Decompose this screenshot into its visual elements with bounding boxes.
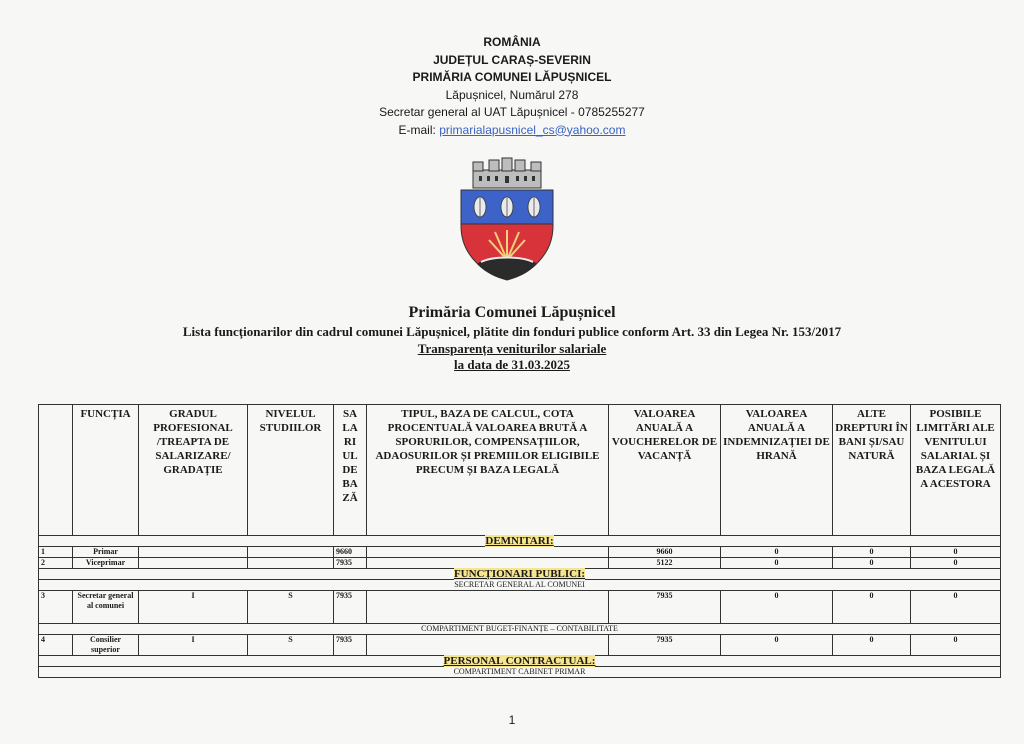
address: Lăpușnicel, Numărul 278 (445, 87, 579, 102)
cell-functia: Consilier superior (73, 635, 139, 656)
cell-functia: Viceprimar (73, 558, 139, 569)
section-demnitari: DEMNITARI: (485, 535, 554, 547)
cell-studii: S (248, 591, 334, 624)
town-hall-name: PRIMĂRIA COMUNEI LĂPUȘNICEL (412, 70, 612, 84)
cell-hrana: 0 (721, 591, 833, 624)
list-title: Lista funcționarilor din cadrul comunei Lăpușnicel, plătite din fonduri publice conform Art. 33 din Legea Nr. 153/2017 (182, 324, 842, 339)
cell-voucher: 7935 (609, 635, 721, 656)
institution-title: Primăria Comunei Lăpușnicel (408, 304, 616, 321)
col-voucher: VALOAREA ANUALĂ A VOUCHERELOR DE VACANȚĂ (609, 405, 721, 536)
county-name: JUDEȚUL CARAȘ-SEVERIN (433, 52, 591, 67)
cell-grad: I (139, 591, 248, 624)
salary-table (38, 404, 1001, 678)
cell-functia: Primar (73, 547, 139, 558)
cell-grad (139, 547, 248, 558)
cell-studii (248, 558, 334, 569)
email-link[interactable]: primarialapusnicel_cs@yahoo.com (439, 122, 626, 137)
coat-of-arms-icon (459, 156, 555, 282)
cell-tip (367, 558, 609, 569)
cell-alte: 0 (833, 547, 911, 558)
col-tip: TIPUL, BAZA DE CALCUL, COTA PROCENTUALĂ VALOAREA BRUTĂ A SPORURILOR, COMPENSAȚIILOR, ADAOSURILOR ȘI PREMIILOR ELIGIBILE PRECUM ȘI BAZA LEGALĂ (367, 405, 609, 536)
cell-nr: 2 (39, 558, 73, 569)
subsection-buget: COMPARTIMENT BUGET-FINANȚE – CONTABILITATE (39, 624, 1001, 635)
secretary-phone: Secretar general al UAT Lăpușnicel - 0785255277 (379, 105, 645, 119)
section-row (39, 536, 1001, 547)
col-hrana: VALOAREA ANUALĂ A INDEMNIZAȚIEI DE HRANĂ (721, 405, 833, 536)
cell-limitari: 0 (911, 547, 1001, 558)
cell-functia: Secretar general al comunei (73, 591, 139, 624)
cell-limitari: 0 (911, 635, 1001, 656)
subsection-row (39, 624, 1001, 635)
cell-voucher: 5122 (609, 558, 721, 569)
table-row (39, 558, 1001, 569)
col-limitari: POSIBILE LIMITĂRI ALE VENITULUI SALARIAL ȘI BAZA LEGALĂ A ACESTORA (911, 405, 1001, 536)
cell-tip (367, 635, 609, 656)
cell-alte: 0 (833, 635, 911, 656)
cell-salariu: 7935 (334, 591, 367, 624)
col-nr (39, 405, 73, 536)
country-name: ROMÂNIA (483, 35, 541, 49)
cell-salariu: 9660 (334, 547, 367, 558)
cell-alte: 0 (833, 558, 911, 569)
cell-tip (367, 547, 609, 558)
cell-salariu: 7935 (334, 558, 367, 569)
col-salariu: SA LA RI UL DE BA ZĂ (334, 405, 367, 536)
cell-nr: 3 (39, 591, 73, 624)
email-line (0, 122, 1024, 140)
subsection-secretar: SECRETAR GENERAL AL COMUNEI (39, 580, 1001, 591)
cell-hrana: 0 (721, 635, 833, 656)
cell-tip (367, 591, 609, 624)
col-functia: FUNCȚIA (73, 405, 139, 536)
cell-alte: 0 (833, 591, 911, 624)
section-functionari: FUNCȚIONARI PUBLICI: (453, 568, 586, 580)
cell-nr: 1 (39, 547, 73, 558)
cell-hrana: 0 (721, 558, 833, 569)
subsection-cabinet: COMPARTIMENT CABINET PRIMAR (39, 667, 1001, 678)
date-title: la data de 31.03.2025 (454, 357, 570, 372)
section-row (39, 569, 1001, 580)
col-alte: ALTE DREPTURI ÎN BANI ȘI/SAU NATURĂ (833, 405, 911, 536)
table-row (39, 635, 1001, 656)
letterhead (0, 34, 1024, 139)
cell-grad: I (139, 635, 248, 656)
cell-salariu: 7935 (334, 635, 367, 656)
cell-nr: 4 (39, 635, 73, 656)
section-contractual: PERSONAL CONTRACTUAL: (443, 655, 596, 667)
transparency-title: Transparența veniturilor salariale (417, 341, 607, 356)
table-header-row (39, 405, 1001, 536)
cell-hrana: 0 (721, 547, 833, 558)
col-studii: NIVELUL STUDIILOR (248, 405, 334, 536)
document-titles (0, 303, 1024, 373)
table-row (39, 591, 1001, 624)
subsection-row (39, 667, 1001, 678)
cell-studii: S (248, 635, 334, 656)
table-row (39, 547, 1001, 558)
cell-limitari: 0 (911, 558, 1001, 569)
cell-voucher: 9660 (609, 547, 721, 558)
subsection-row (39, 580, 1001, 591)
email-label: E-mail: (398, 122, 436, 137)
cell-grad (139, 558, 248, 569)
page-number: 1 (508, 713, 516, 727)
cell-voucher: 7935 (609, 591, 721, 624)
cell-studii (248, 547, 334, 558)
col-grad: GRADUL PROFESIONAL /TREAPTA DE SALARIZARE/ GRADAȚIE (139, 405, 248, 536)
cell-limitari: 0 (911, 591, 1001, 624)
section-row (39, 656, 1001, 667)
